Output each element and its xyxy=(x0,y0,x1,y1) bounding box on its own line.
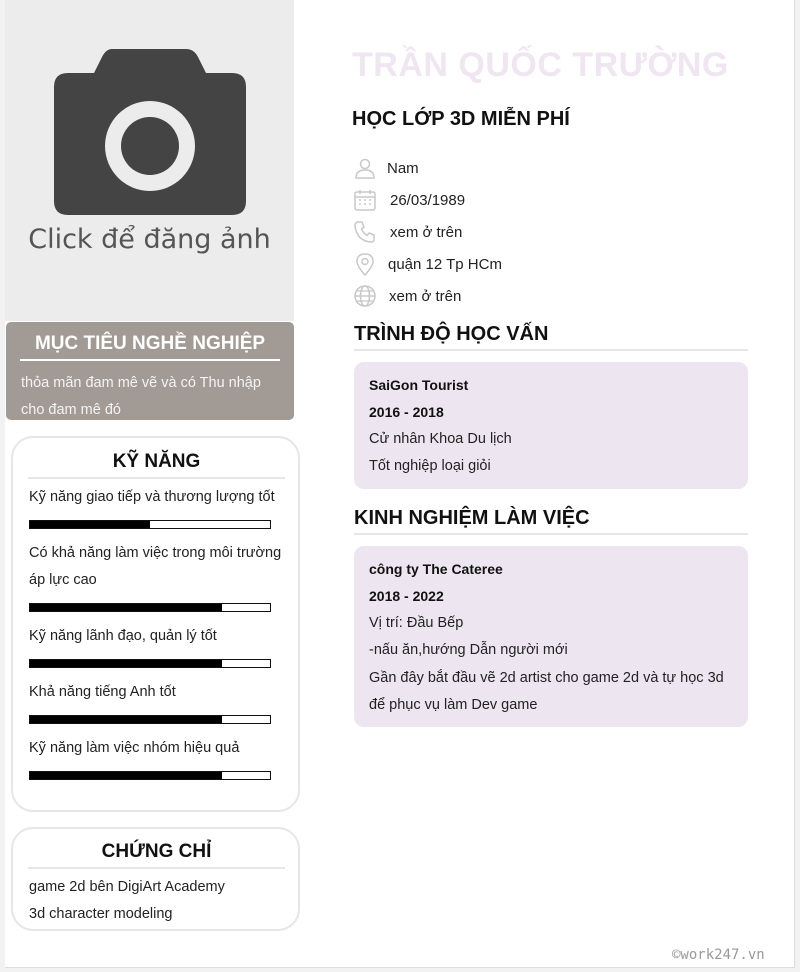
career-objective xyxy=(6,322,294,420)
location-icon xyxy=(353,252,377,276)
education-school: SaiGon Tourist xyxy=(369,377,469,393)
skill-label: Kỹ năng làm việc nhóm hiệu quả xyxy=(29,740,240,756)
experience-heading: KINH NGHIỆM LÀM VIỆC xyxy=(354,507,748,535)
info-website xyxy=(353,284,461,308)
skill-label: Khả năng tiếng Anh tốt xyxy=(29,684,176,700)
job-title: HỌC LỚP 3D MIỄN PHÍ xyxy=(352,108,570,130)
info-address xyxy=(353,252,502,276)
info-phone-text: xem ở trên xyxy=(390,223,463,241)
info-birthday-text: 26/03/1989 xyxy=(390,191,466,209)
info-address-text: quận 12 Tp HCm xyxy=(388,255,502,273)
skill-bar-fill xyxy=(30,521,150,528)
info-gender xyxy=(353,156,419,180)
camera-icon xyxy=(54,47,246,215)
globe-icon xyxy=(353,284,377,308)
info-gender-text: Nam xyxy=(387,159,419,177)
education-card xyxy=(354,362,748,489)
info-birthday xyxy=(353,188,465,212)
experience-note: Gần đây bắt đầu vẽ 2d artist cho game 2d và tự học 3d để phục vụ làm Dev game xyxy=(369,670,724,713)
skill-bar-fill xyxy=(30,604,222,611)
experience-company: công ty The Cateree xyxy=(369,561,503,577)
watermark: ©work247.vn xyxy=(672,947,765,963)
education-result: Tốt nghiệp loại giỏi xyxy=(369,458,491,474)
education-degree: Cử nhân Khoa Du lịch xyxy=(369,431,512,447)
skill-bar xyxy=(29,520,271,529)
skill-label: Kỹ năng giao tiếp và thương lượng tốt xyxy=(29,489,275,505)
info-phone xyxy=(353,220,462,244)
experience-period: 2018 - 2022 xyxy=(369,588,444,604)
skill-label: Kỹ năng lãnh đạo, quản lý tốt xyxy=(29,628,217,644)
full-name: TRẦN QUỐC TRƯỜNG xyxy=(352,46,729,84)
skill-bar xyxy=(29,715,271,724)
skill-bar-fill xyxy=(30,660,222,667)
phone-icon xyxy=(353,220,377,244)
cv-page xyxy=(5,0,795,968)
certificate-item: game 2d bên DigiArt Academy xyxy=(29,879,225,895)
photo-upload-label: Click để đăng ảnh xyxy=(28,224,271,255)
info-website-text: xem ở trên xyxy=(389,287,462,305)
career-objective-text: thỏa mãn đam mê vẽ và có Thu nhập cho đam mê đó xyxy=(21,375,261,418)
experience-duty: -nấu ăn,hướng Dẫn người mới xyxy=(369,642,568,658)
certificate-item: 3d character modeling xyxy=(29,906,173,922)
skills-box xyxy=(11,436,300,812)
education-period: 2016 - 2018 xyxy=(369,404,444,420)
photo-upload[interactable] xyxy=(5,0,294,321)
calendar-icon xyxy=(353,188,377,212)
experience-position: Vị trí: Đầu Bếp xyxy=(369,615,464,631)
skill-bar-fill xyxy=(30,772,222,779)
skill-bar xyxy=(29,771,271,780)
certificates-title: CHỨNG CHỈ xyxy=(28,841,285,869)
skills-title: KỸ NĂNG xyxy=(28,451,285,479)
skill-bar xyxy=(29,603,271,612)
career-objective-title: MỤC TIÊU NGHỀ NGHIỆP xyxy=(20,333,280,361)
skill-bar-fill xyxy=(30,716,222,723)
user-icon xyxy=(353,156,377,180)
skill-label: Có khả năng làm việc trong môi trường áp lực cao xyxy=(29,545,282,588)
certificates-box xyxy=(11,827,300,931)
experience-card xyxy=(354,546,748,727)
education-heading: TRÌNH ĐỘ HỌC VẤN xyxy=(354,323,748,351)
skill-bar xyxy=(29,659,271,668)
